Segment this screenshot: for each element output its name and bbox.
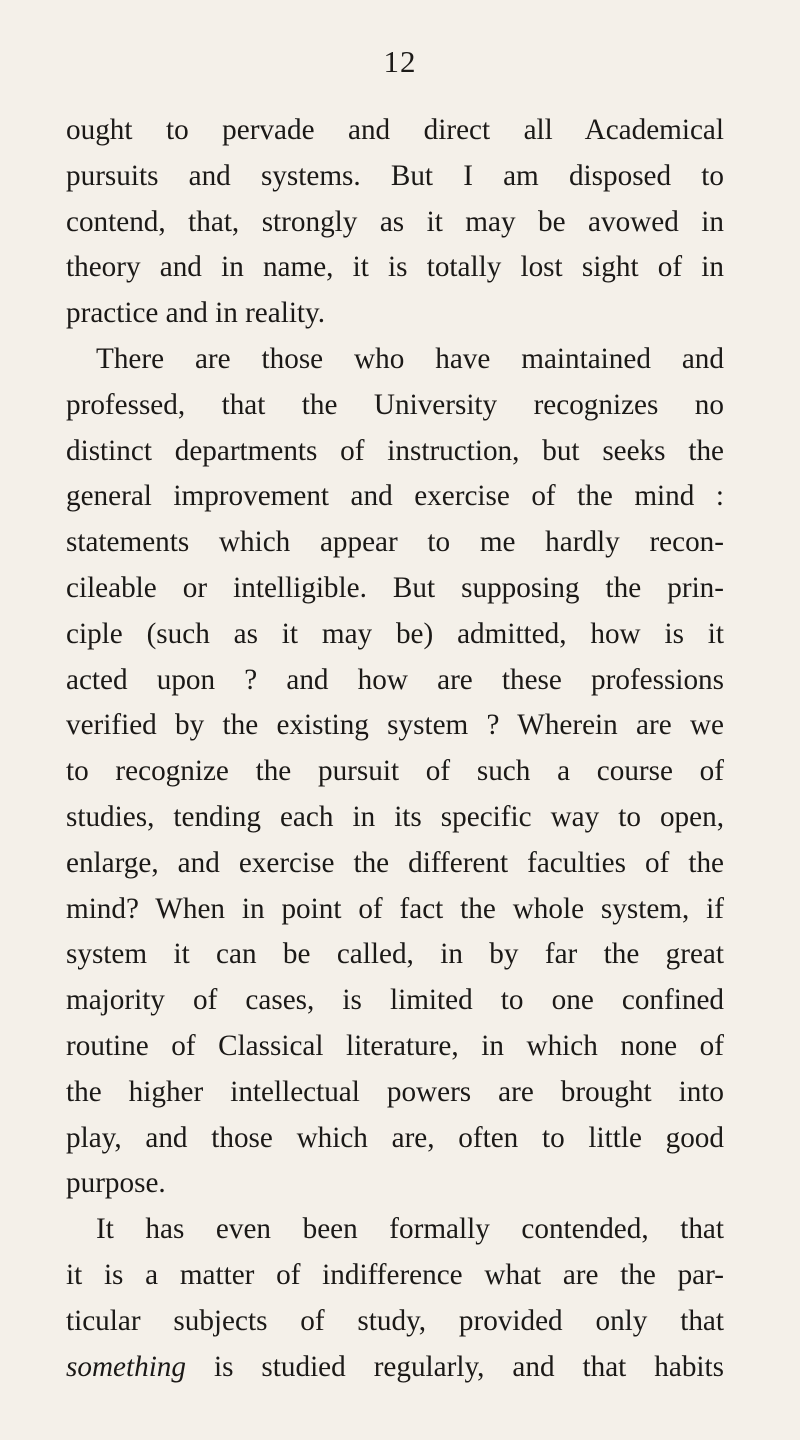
text-line: verified by the existing system ? Wherein are we [66, 709, 724, 742]
text-line: play, and those which are, often to little good [66, 1121, 724, 1154]
text-line: acted upon ? and how are these professions [66, 663, 724, 696]
final-line-rest: is studied regularly, and that habits [186, 1350, 724, 1383]
text-line: system it can be called, in by far the great [66, 938, 724, 971]
text-line: purpose. [66, 1167, 166, 1200]
text-line: pursuits and systems. But I am disposed to [66, 159, 724, 192]
text-line: routine of Classical literature, in which none of [66, 1029, 724, 1062]
text-line: distinct departments of instruction, but seeks the [66, 434, 724, 467]
emphasized-word: something [66, 1350, 186, 1383]
text-line: professed, that the University recognizes no [66, 388, 724, 421]
text-line: studies, tending each in its specific way to open, [66, 800, 724, 833]
body-text [66, 108, 724, 1390]
text-line: the higher intellectual powers are brought into [66, 1075, 724, 1108]
text-line: ticular subjects of study, provided only that [66, 1304, 724, 1337]
text-line-final [66, 1345, 724, 1391]
text-line: to recognize the pursuit of such a course of [66, 755, 724, 788]
text-line: mind? When in point of fact the whole system, if [66, 892, 724, 925]
text-line: general improvement and exercise of the mind : [66, 480, 724, 513]
text-line: contend, that, strongly as it may be avowed in [66, 205, 724, 238]
text-line: theory and in name, it is totally lost sight of in [66, 251, 724, 284]
text-line: It has even been formally contended, that [96, 1213, 724, 1246]
text-line: it is a matter of indifference what are the par- [66, 1258, 724, 1291]
text-line: cileable or intelligible. But supposing the prin- [66, 571, 724, 604]
text-line: practice and in reality. [66, 297, 326, 330]
text-line: statements which appear to me hardly recon- [66, 526, 724, 559]
text-line: ciple (such as it may be) admitted, how is it [66, 617, 724, 650]
page-number: 12 [383, 44, 417, 79]
text-line: ought to pervade and direct all Academical [66, 114, 724, 146]
text-line: enlarge, and exercise the different faculties of the [66, 846, 724, 879]
text-line: There are those who have maintained and [96, 342, 724, 375]
text-line: majority of cases, is limited to one confined [66, 984, 724, 1017]
